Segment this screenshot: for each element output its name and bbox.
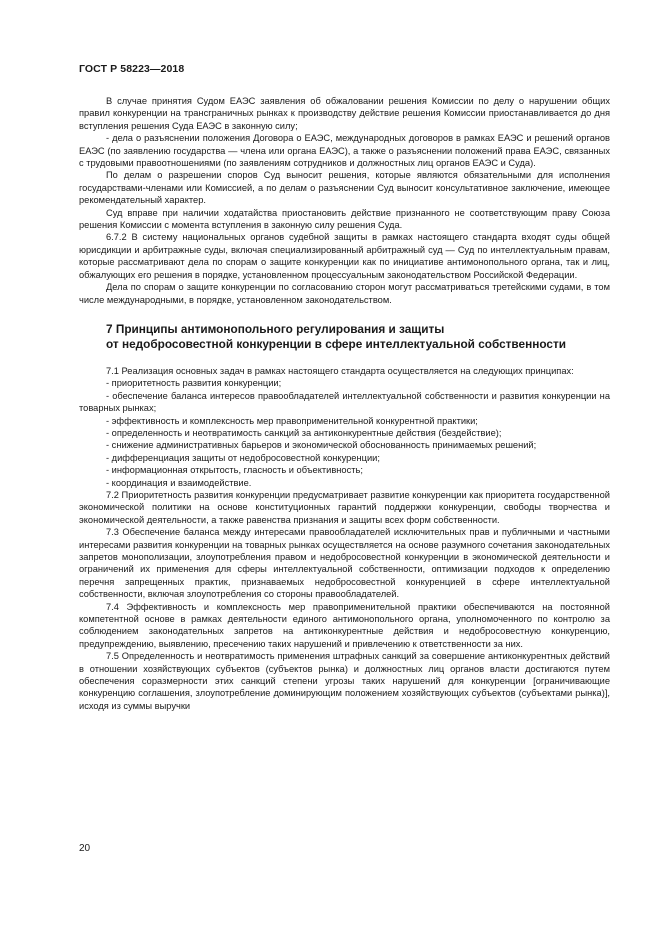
section-heading: [106, 322, 610, 352]
paragraph: 6.7.2 В систему национальных органов судебной защиты в рамках настоящего стандарта входят суды общей юрисдикции и арбитражные суды, включая специализированный арбитражный суд — Суд по интеллектуальным правам, которые рассматривают дела по спорам о защите конкуренции как по инициативе антимонопольного органа, так и лиц, обжалующих его решения в порядке, установленном процессуальным законодательством Российской Федерации.: [79, 232, 610, 280]
paragraph: 7.5 Определенность и неотвратимость применения штрафных санкций за совершение антиконкурентных действий в отношении хозяйствующих субъектов (субъектов рынка) и должностных лиц органов власти достигаются путем обеспечения соразмерности этих санкций степени угрозы таких нарушений для конкуренции [ограничивающие конкуренцию соглашения, злоупотребление доминирующим положением хозяйствующих субъектов (субъектами рынка)], исходя из суммы выручки: [79, 651, 610, 711]
list-item: - координация и взаимодействие.: [106, 477, 252, 488]
paragraph: Дела по спорам о защите конкуренции по согласованию сторон могут рассматриваться третейскими судами, в том числе международными, в порядке, установленном законодательством.: [79, 282, 610, 305]
list-item: - снижение административных барьеров и экономической обоснованность принимаемых решений;: [106, 440, 537, 451]
list-item: - дела о разъяснении положения Договора о ЕАЭС, международных договоров в рамках ЕАЭС и решений органов ЕАЭС (по заявлению государства — члена или органа ЕАЭС), а также о разъяснении положений права ЕАЭС, связанных с трудовыми правоотношениями (по заявлениям сотрудников и должностных лиц органов ЕАЭС и Суда).: [79, 133, 610, 169]
page-number: 20: [79, 843, 91, 854]
list-item: - эффективность и комплексность мер правоприменительной конкурентной практики;: [106, 415, 478, 426]
paragraph: 7.3 Обеспечение баланса между интересами правообладателей исключительных прав и публичными и частными интересами развития конкуренции на товарных рынках осуществляется на основе разумного сочетания законодательных запретов монополизации, злоупотребления правом и недобросовестной конкуренции в экономической деятельности и ограничений их применения для сферы интеллектуальной собственности, оптимизации подходов к определению перечня запрещенных практик, признаваемых недобросовестной конкуренцией в сфере интеллектуальной собственности, включая злоупотребления со стороны правообладателей.: [79, 527, 610, 600]
list-item: - дифференциация защиты от недобросовестной конкуренции;: [106, 452, 380, 463]
list-item: - определенность и неотвратимость санкций за антиконкурентные действия (бездействие);: [106, 427, 502, 438]
list-item: - обеспечение баланса интересов правообладателей интеллектуальной собственности и развития конкуренции на товарных рынках;: [79, 390, 610, 414]
paragraph: 7.1 Реализация основных задач в рамках настоящего стандарта осуществляется на следующих принципах:: [106, 365, 574, 376]
paragraph: 7.4 Эффективность и комплексность мер правоприменительной практики обеспечиваются на постоянной компетентной основе в рамках деятельности единого антимонопольного органа, уполномоченного по контролю за соблюдением законодательных запретов на антиконкурентные действия и недобросовестную конкуренцию, предупреждению, выявлению, пресечению таких нарушений и привлечению к ответственности за них.: [79, 601, 610, 649]
paragraph: По делам о разрешении споров Суд выносит решения, которые являются обязательными для исполнения государствами-членами или Комиссией, а по делам о разъяснении Суд выносит консультативное заключение, имеющее рекомендательный характер.: [79, 170, 610, 206]
list-item: - приоритетность развития конкуренции;: [106, 378, 282, 389]
paragraph: 7.2 Приоритетность развития конкуренции предусматривает развитие конкуренции как приоритета государственной экономической политики на основе конституционных гарантий поддержки конкуренции, свободы творчества и экономической деятельности, а также равенства признания и защиты всех форм собственности.: [79, 489, 610, 525]
paragraph: В случае принятия Судом ЕАЭС заявления об обжаловании решения Комиссии по делу о нарушении общих правил конкуренции на трансграничных рынках к производству действие решения Комиссии приостанавливается до дня вступления решения Суда ЕАЭС в законную силу;: [79, 96, 610, 131]
standard-id: ГОСТ Р 58223—2018: [79, 63, 185, 75]
paragraph: Суд вправе при наличии ходатайства приостановить действие признанного не соответствующим праву Союза решения Комиссии с момента вступления в законную силу решения Суда.: [79, 207, 610, 231]
list-item: - информационная открытость, гласность и объективность;: [106, 465, 363, 476]
page-body: [79, 95, 610, 712]
section-heading-line: от недобросовестной конкуренции в сфере интеллектуальной собственности: [106, 336, 566, 351]
section-heading-line: 7 Принципы антимонопольного регулирования и защиты: [106, 321, 445, 336]
